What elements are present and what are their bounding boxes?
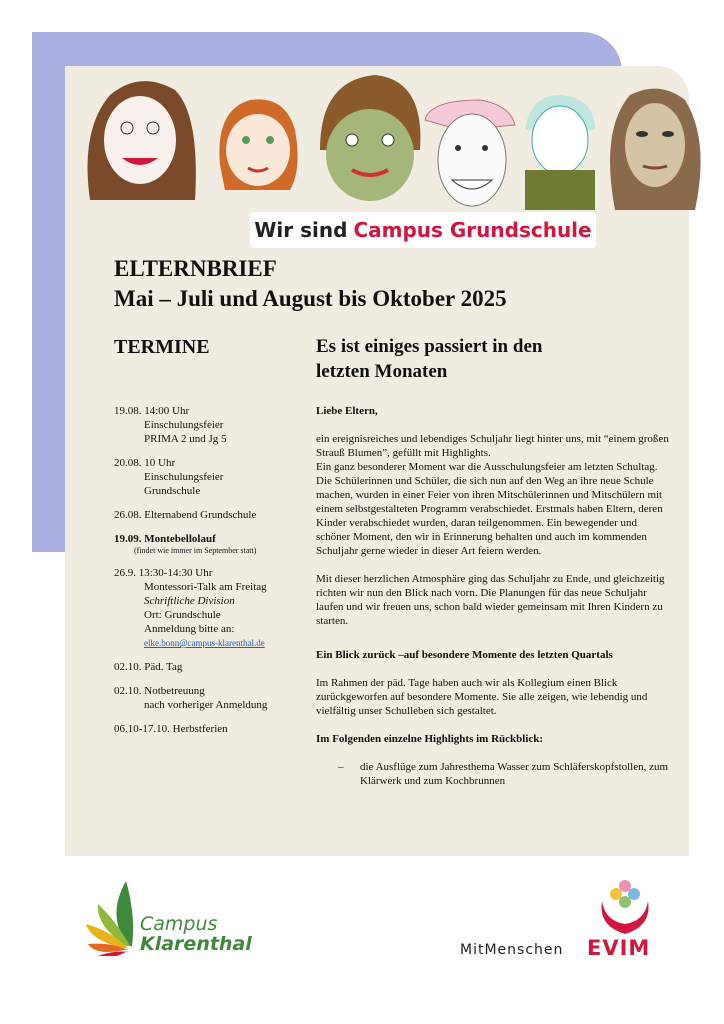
title-line-2: Mai – Juli und August bis Oktober 2025 <box>114 286 507 311</box>
event-date-time: 19.08. 14:00 Uhr <box>114 405 190 417</box>
event-detail: Einschulungsfeier <box>144 419 224 431</box>
event-detail: Grundschule <box>144 485 201 497</box>
letter-heading <box>316 334 676 384</box>
list-dash: – <box>338 761 344 773</box>
event-note: (findet wie immer im September statt) <box>134 546 257 555</box>
event-date-time: 06.10-17.10. Herbstferien <box>114 723 228 735</box>
drawing-face-6 <box>610 89 701 210</box>
event-detail: Einschulungsfeier <box>144 471 224 483</box>
drawing-face-4 <box>425 100 515 206</box>
event-date-time: 02.10. Päd. Tag <box>114 661 183 673</box>
event-detail: Anmeldung bitte an: <box>144 623 235 635</box>
event-item <box>114 404 309 446</box>
letter-subheading: Ein Blick zurück –auf besondere Momente des letzten Quartals <box>316 649 613 661</box>
letter-paragraph: ein ereignisreiches und lebendiges Schuljahr liegt hinter uns, mit “einem großen Strauß Blumen”, gefüllt mit Highlights. <box>316 433 669 459</box>
event-date-time: 26.9. 13:30-14:30 Uhr <box>114 567 213 579</box>
drawing-face-1 <box>88 81 196 200</box>
event-detail: Schriftliche Division <box>144 595 235 607</box>
event-detail: Ort: Grundschule <box>144 609 221 621</box>
letter-body <box>316 404 671 788</box>
termine-heading: TERMINE <box>114 336 210 358</box>
event-detail: nach vorheriger Anmeldung <box>144 699 268 711</box>
banner-prefix: Wir sind <box>254 218 348 242</box>
children-drawings-illustration <box>80 70 720 220</box>
drawing-face-5 <box>525 95 595 210</box>
campus-wordmark-line-2: Klarenthal <box>140 933 252 955</box>
letter-paragraph: Ein ganz besonderer Moment war die Ausschulungsfeier am letzten Schultag. Die Schülerinnen und Schüler, die sich nun auf den Weg an ihre neue Schule machen, wurden in einer Feier von ihren Mitschülerinnen und Mitschülern mit einem selbstgestalteten Programm verabschiedet. Erstmals haben Eltern, deren Kinder verabschiedet wurden, daran teilgenommen. Ein bewegender und schöner Moment, den wir in Erinnerung behalten und auch im kommenden Schuljahr gerne wieder in dieser Art feiern werden. <box>316 461 663 557</box>
event-item <box>114 456 309 498</box>
event-item <box>114 660 309 674</box>
school-banner <box>250 212 596 248</box>
banner-school-name: Campus Grundschule <box>353 218 592 242</box>
letter-paragraph: Im Rahmen der päd. Tage haben auch wir als Kollegium einen Blick zurückgeworfen auf besondere Momente. Sie alle zeigen, wie lebendig und vielfältig unser Schulleben sich gestaltet. <box>316 677 648 717</box>
event-item <box>114 508 309 522</box>
event-item <box>114 532 309 556</box>
letter-paragraph: Mit dieser herzlichen Atmosphäre ging das Schuljahr zu Ende, und gleichzeitig richten wir nun den Blick nach vorn. Die Planungen für das neue Schuljahr laufen und wir freuen uns, schon bald wieder gemeinsam mit Ihren Kindern zu starten. <box>316 573 665 627</box>
letter-greeting: Liebe Eltern, <box>316 405 378 417</box>
drawing-face-3 <box>320 75 420 201</box>
event-date-time: 26.08. Elternabend Grundschule <box>114 509 257 521</box>
event-date-time: 19.09. Montebellolauf <box>114 533 216 545</box>
letter-heading-line-2: letzten Monaten <box>316 361 448 382</box>
event-detail: PRIMA 2 und Jg 5 <box>144 433 227 445</box>
title-line-1: ELTERNBRIEF <box>114 256 277 281</box>
event-item <box>114 722 309 736</box>
highlights-heading: Im Folgenden einzelne Highlights im Rückblick: <box>316 733 544 745</box>
evim-wordmark: EVIM <box>587 936 651 960</box>
highlight-list-item <box>316 760 671 788</box>
event-item <box>114 684 309 712</box>
campus-wordmark-line-1: Campus <box>140 913 218 935</box>
event-date-time: 02.10. Notbetreuung <box>114 685 205 697</box>
event-list <box>114 404 309 746</box>
drawing-face-2 <box>219 99 297 190</box>
email-link[interactable]: elke.bonn@campus-klarenthal.de <box>144 638 265 648</box>
page-title <box>114 254 507 314</box>
letter-heading-line-1: Es ist einiges passiert in den <box>316 336 543 357</box>
event-detail: Montessori-Talk am Freitag <box>144 581 267 593</box>
mitmenschen-tagline: MitMenschen <box>460 942 564 958</box>
highlight-text: die Ausflüge zum Jahresthema Wasser zum Schläferskopfstollen, zum Klärwerk und zum Kochbrunnen <box>360 761 669 787</box>
campus-klarenthal-wordmark <box>140 914 252 954</box>
event-date-time: 20.08. 10 Uhr <box>114 457 176 469</box>
event-item <box>114 566 309 650</box>
